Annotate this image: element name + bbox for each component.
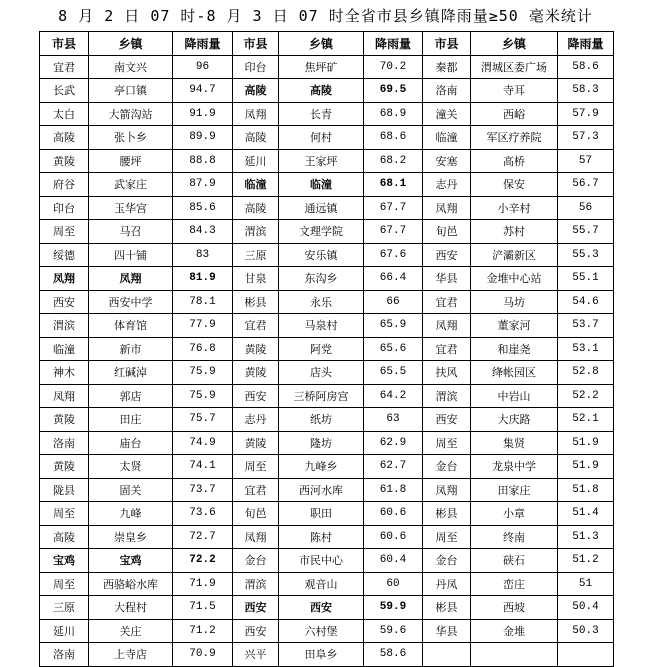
town-cell: 文理学院: [279, 220, 364, 244]
town-cell: 马坊: [471, 290, 558, 314]
rainfall-cell: 71.5: [173, 596, 233, 620]
table-row: [40, 525, 614, 549]
county-cell: 神木: [40, 361, 89, 385]
county-cell: 三原: [233, 243, 279, 267]
county-cell: 旬邑: [233, 502, 279, 526]
town-cell: 苏村: [471, 220, 558, 244]
table-row: [40, 196, 614, 220]
table-row: [40, 290, 614, 314]
rainfall-cell: 60.4: [364, 549, 423, 573]
town-cell: 西河水库: [279, 478, 364, 502]
rainfall-cell: 65.9: [364, 314, 423, 338]
county-cell: 周至: [423, 525, 471, 549]
rainfall-cell: 68.6: [364, 126, 423, 150]
county-cell: 周至: [40, 502, 89, 526]
town-cell: 田家庄: [471, 478, 558, 502]
table-row: [40, 102, 614, 126]
rainfall-cell: 75.9: [173, 384, 233, 408]
county-cell: 高陵: [40, 126, 89, 150]
town-cell: 硖石: [471, 549, 558, 573]
table-row: [40, 173, 614, 197]
rainfall-cell: 60.6: [364, 525, 423, 549]
town-cell: 亭口镇: [89, 79, 173, 103]
county-cell: 临潼: [423, 126, 471, 150]
rainfall-cell: 72.7: [173, 525, 233, 549]
table-row: [40, 572, 614, 596]
rainfall-cell: 55.1: [558, 267, 614, 291]
town-cell: 张卜乡: [89, 126, 173, 150]
town-cell: 保安: [471, 173, 558, 197]
rainfall-cell: 70.2: [364, 55, 423, 79]
rainfall-cell: 61.8: [364, 478, 423, 502]
county-cell: 金台: [423, 549, 471, 573]
rainfall-cell: 58.6: [364, 643, 423, 667]
rainfall-cell: 85.6: [173, 196, 233, 220]
town-cell: 永乐: [279, 290, 364, 314]
county-cell: 丹凤: [423, 572, 471, 596]
town-cell: 大庆路: [471, 408, 558, 432]
town-cell: 临潼: [279, 173, 364, 197]
town-cell: 崇皇乡: [89, 525, 173, 549]
county-cell: 渭滨: [233, 572, 279, 596]
rainfall-cell: 65.6: [364, 337, 423, 361]
county-cell: 凤翔: [423, 478, 471, 502]
rainfall-cell: 60: [364, 572, 423, 596]
rainfall-cell: 57.3: [558, 126, 614, 150]
town-cell: 浐灞新区: [471, 243, 558, 267]
county-cell: 西安: [233, 619, 279, 643]
county-cell: 彬县: [423, 502, 471, 526]
rainfall-cell: 73.7: [173, 478, 233, 502]
town-cell: 龙泉中学: [471, 455, 558, 479]
county-cell: 宜君: [423, 290, 471, 314]
rainfall-cell: 68.9: [364, 102, 423, 126]
table-row: [40, 243, 614, 267]
rainfall-cell: 58.6: [558, 55, 614, 79]
county-cell: 凤翔: [40, 267, 89, 291]
county-cell: 黄陵: [233, 337, 279, 361]
rainfall-cell: 66.4: [364, 267, 423, 291]
county-cell: 临潼: [40, 337, 89, 361]
header-town: 乡镇: [89, 32, 173, 56]
town-cell: 安乐镇: [279, 243, 364, 267]
county-cell: 太白: [40, 102, 89, 126]
town-cell: 王家坪: [279, 149, 364, 173]
town-cell: 大箭沟站: [89, 102, 173, 126]
rainfall-cell: 67.7: [364, 220, 423, 244]
rainfall-cell: 62.7: [364, 455, 423, 479]
rainfall-cell: 67.7: [364, 196, 423, 220]
rainfall-cell: 50.3: [558, 619, 614, 643]
county-cell: 秦都: [423, 55, 471, 79]
county-cell: 志丹: [233, 408, 279, 432]
town-cell: 西峪: [471, 102, 558, 126]
header-town: 乡镇: [471, 32, 558, 56]
rainfall-cell: 91.9: [173, 102, 233, 126]
town-cell: 金堆中心站: [471, 267, 558, 291]
town-cell: 店头: [279, 361, 364, 385]
county-cell: 西安: [233, 384, 279, 408]
rainfall-cell: 77.9: [173, 314, 233, 338]
town-cell: 固关: [89, 478, 173, 502]
table-row: [40, 55, 614, 79]
table-row: [40, 384, 614, 408]
town-cell: 田庄: [89, 408, 173, 432]
rainfall-cell: 96: [173, 55, 233, 79]
rainfall-cell: 74.9: [173, 431, 233, 455]
town-cell: 峦庄: [471, 572, 558, 596]
county-cell: 三原: [40, 596, 89, 620]
rainfall-cell: 54.6: [558, 290, 614, 314]
rainfall-cell: 51.9: [558, 455, 614, 479]
rainfall-cell: 52.2: [558, 384, 614, 408]
town-cell: 中岩山: [471, 384, 558, 408]
county-cell: 周至: [40, 572, 89, 596]
county-cell: 渭滨: [423, 384, 471, 408]
rainfall-cell: 55.3: [558, 243, 614, 267]
county-cell: 华县: [423, 619, 471, 643]
town-cell: 董家河: [471, 314, 558, 338]
town-cell: 渭城区委广场: [471, 55, 558, 79]
town-cell: 红碱淖: [89, 361, 173, 385]
rainfall-cell: 60.6: [364, 502, 423, 526]
rainfall-cell: 51.9: [558, 431, 614, 455]
town-cell: 玉华宫: [89, 196, 173, 220]
county-cell: 高陵: [233, 126, 279, 150]
town-cell: 终南: [471, 525, 558, 549]
rainfall-cell: 53.7: [558, 314, 614, 338]
table-row: [40, 431, 614, 455]
rainfall-cell: 55.7: [558, 220, 614, 244]
rainfall-cell: 52.1: [558, 408, 614, 432]
table-row: [40, 220, 614, 244]
rainfall-cell: 67.6: [364, 243, 423, 267]
rainfall-cell: 50.4: [558, 596, 614, 620]
table-header-row: [40, 32, 614, 56]
town-cell: 南文兴: [89, 55, 173, 79]
county-cell: 宜君: [423, 337, 471, 361]
town-cell: 何村: [279, 126, 364, 150]
rainfall-cell: 68.1: [364, 173, 423, 197]
rainfall-cell: 58.3: [558, 79, 614, 103]
town-cell: 田阜乡: [279, 643, 364, 667]
town-cell: 体育馆: [89, 314, 173, 338]
county-cell: 凤翔: [423, 314, 471, 338]
town-cell: 九峰: [89, 502, 173, 526]
county-cell: 甘泉: [233, 267, 279, 291]
county-cell: 绥德: [40, 243, 89, 267]
town-cell: 大程村: [89, 596, 173, 620]
town-cell: 武家庄: [89, 173, 173, 197]
county-cell: 黄陵: [233, 361, 279, 385]
table-row: [40, 619, 614, 643]
town-cell: 西骆峪水库: [89, 572, 173, 596]
town-cell: 新市: [89, 337, 173, 361]
county-cell: 宝鸡: [40, 549, 89, 573]
town-cell: 隆坊: [279, 431, 364, 455]
rainfall-cell: 75.7: [173, 408, 233, 432]
town-cell: 关庄: [89, 619, 173, 643]
rainfall-cell: 75.9: [173, 361, 233, 385]
rainfall-cell: 51.4: [558, 502, 614, 526]
rainfall-cell: 51: [558, 572, 614, 596]
town-cell: 绛帐园区: [471, 361, 558, 385]
county-cell: 高陵: [233, 196, 279, 220]
town-cell: 高陵: [279, 79, 364, 103]
town-cell: 腰坪: [89, 149, 173, 173]
town-cell: [471, 643, 558, 667]
town-cell: 四十铺: [89, 243, 173, 267]
town-cell: 马泉村: [279, 314, 364, 338]
rainfall-cell: 74.1: [173, 455, 233, 479]
town-cell: 庙台: [89, 431, 173, 455]
county-cell: 周至: [233, 455, 279, 479]
rainfall-cell: 56: [558, 196, 614, 220]
rainfall-cell: 76.8: [173, 337, 233, 361]
header-county: 市县: [423, 32, 471, 56]
table-row: [40, 478, 614, 502]
town-cell: 职田: [279, 502, 364, 526]
town-cell: 高桥: [471, 149, 558, 173]
town-cell: 凤翔: [89, 267, 173, 291]
county-cell: 西安: [423, 243, 471, 267]
town-cell: 和崖尧: [471, 337, 558, 361]
town-cell: 阿党: [279, 337, 364, 361]
county-cell: 周至: [40, 220, 89, 244]
rainfall-cell: 70.9: [173, 643, 233, 667]
town-cell: 市民中心: [279, 549, 364, 573]
town-cell: 九峰乡: [279, 455, 364, 479]
town-cell: 三桥阿房宫: [279, 384, 364, 408]
rainfall-cell: 51.8: [558, 478, 614, 502]
rainfall-cell: 72.2: [173, 549, 233, 573]
town-cell: 马召: [89, 220, 173, 244]
county-cell: 渭滨: [233, 220, 279, 244]
rainfall-cell: [558, 643, 614, 667]
rainfall-table: [39, 31, 614, 667]
rainfall-cell: 53.1: [558, 337, 614, 361]
rainfall-cell: 94.7: [173, 79, 233, 103]
county-cell: 彬县: [233, 290, 279, 314]
header-town: 乡镇: [279, 32, 364, 56]
county-cell: 西安: [40, 290, 89, 314]
county-cell: 黄陵: [40, 149, 89, 173]
town-cell: 西坡: [471, 596, 558, 620]
town-cell: 观音山: [279, 572, 364, 596]
town-cell: 集贤: [471, 431, 558, 455]
county-cell: 洛南: [40, 643, 89, 667]
rainfall-cell: 62.9: [364, 431, 423, 455]
rainfall-cell: 69.5: [364, 79, 423, 103]
county-cell: 志丹: [423, 173, 471, 197]
rainfall-cell: 64.2: [364, 384, 423, 408]
county-cell: 宜君: [233, 314, 279, 338]
county-cell: 渭滨: [40, 314, 89, 338]
table-row: [40, 549, 614, 573]
county-cell: 延川: [233, 149, 279, 173]
county-cell: 宜君: [40, 55, 89, 79]
rainfall-cell: 59.6: [364, 619, 423, 643]
county-cell: 金台: [423, 455, 471, 479]
town-cell: 西安: [279, 596, 364, 620]
county-cell: 黄陵: [233, 431, 279, 455]
town-cell: 通远镇: [279, 196, 364, 220]
county-cell: 西安: [423, 408, 471, 432]
table-row: [40, 643, 614, 667]
town-cell: 寺耳: [471, 79, 558, 103]
county-cell: 延川: [40, 619, 89, 643]
county-cell: 凤翔: [233, 102, 279, 126]
town-cell: 东沟乡: [279, 267, 364, 291]
county-cell: 高陵: [233, 79, 279, 103]
county-cell: 府谷: [40, 173, 89, 197]
town-cell: 小章: [471, 502, 558, 526]
town-cell: 军区疗养院: [471, 126, 558, 150]
county-cell: 高陵: [40, 525, 89, 549]
county-cell: 华县: [423, 267, 471, 291]
town-cell: 小辛村: [471, 196, 558, 220]
table-row: [40, 314, 614, 338]
table-row: [40, 267, 614, 291]
town-cell: 陈村: [279, 525, 364, 549]
town-cell: 宝鸡: [89, 549, 173, 573]
table-row: [40, 79, 614, 103]
rainfall-cell: 89.9: [173, 126, 233, 150]
rainfall-cell: 88.8: [173, 149, 233, 173]
county-cell: 西安: [233, 596, 279, 620]
county-cell: 凤翔: [233, 525, 279, 549]
town-cell: 上寺店: [89, 643, 173, 667]
rainfall-cell: 66: [364, 290, 423, 314]
rainfall-cell: 78.1: [173, 290, 233, 314]
county-cell: 凤翔: [40, 384, 89, 408]
county-cell: 凤翔: [423, 196, 471, 220]
rainfall-cell: 52.8: [558, 361, 614, 385]
county-cell: 洛南: [40, 431, 89, 455]
town-cell: 长青: [279, 102, 364, 126]
rainfall-cell: 84.3: [173, 220, 233, 244]
county-cell: 周至: [423, 431, 471, 455]
county-cell: 黄陵: [40, 408, 89, 432]
table-row: [40, 502, 614, 526]
county-cell: [423, 643, 471, 667]
rainfall-cell: 81.9: [173, 267, 233, 291]
rainfall-cell: 63: [364, 408, 423, 432]
town-cell: 太贤: [89, 455, 173, 479]
county-cell: 洛南: [423, 79, 471, 103]
town-cell: 焦坪矿: [279, 55, 364, 79]
rainfall-cell: 71.9: [173, 572, 233, 596]
table-row: [40, 149, 614, 173]
table-row: [40, 126, 614, 150]
county-cell: 印台: [233, 55, 279, 79]
header-county: 市县: [40, 32, 89, 56]
table-row: [40, 596, 614, 620]
county-cell: 安塞: [423, 149, 471, 173]
table-row: [40, 361, 614, 385]
county-cell: 长武: [40, 79, 89, 103]
county-cell: 金台: [233, 549, 279, 573]
county-cell: 彬县: [423, 596, 471, 620]
county-cell: 黄陵: [40, 455, 89, 479]
county-cell: 宜君: [233, 478, 279, 502]
rainfall-cell: 68.2: [364, 149, 423, 173]
county-cell: 扶风: [423, 361, 471, 385]
town-cell: 金堆: [471, 619, 558, 643]
county-cell: 陇县: [40, 478, 89, 502]
header-rainfall: 降雨量: [173, 32, 233, 56]
rainfall-cell: 71.2: [173, 619, 233, 643]
county-cell: 兴平: [233, 643, 279, 667]
rainfall-cell: 83: [173, 243, 233, 267]
header-rainfall: 降雨量: [558, 32, 614, 56]
table-row: [40, 408, 614, 432]
county-cell: 旬邑: [423, 220, 471, 244]
rainfall-cell: 57.9: [558, 102, 614, 126]
town-cell: 郭店: [89, 384, 173, 408]
county-cell: 潼关: [423, 102, 471, 126]
rainfall-cell: 56.7: [558, 173, 614, 197]
county-cell: 印台: [40, 196, 89, 220]
rainfall-cell: 65.5: [364, 361, 423, 385]
town-cell: 西安中学: [89, 290, 173, 314]
rainfall-cell: 57: [558, 149, 614, 173]
page-title: 8 月 2 日 07 时-8 月 3 日 07 时全省市县乡镇降雨量≥50 毫米统计: [58, 7, 593, 25]
table-row: [40, 455, 614, 479]
header-county: 市县: [233, 32, 279, 56]
town-cell: 六村堡: [279, 619, 364, 643]
rainfall-cell: 51.2: [558, 549, 614, 573]
table-row: [40, 337, 614, 361]
rainfall-cell: 73.6: [173, 502, 233, 526]
header-rainfall: 降雨量: [364, 32, 423, 56]
rainfall-cell: 59.9: [364, 596, 423, 620]
rainfall-cell: 87.9: [173, 173, 233, 197]
town-cell: 纸坊: [279, 408, 364, 432]
county-cell: 临潼: [233, 173, 279, 197]
rainfall-cell: 51.3: [558, 525, 614, 549]
